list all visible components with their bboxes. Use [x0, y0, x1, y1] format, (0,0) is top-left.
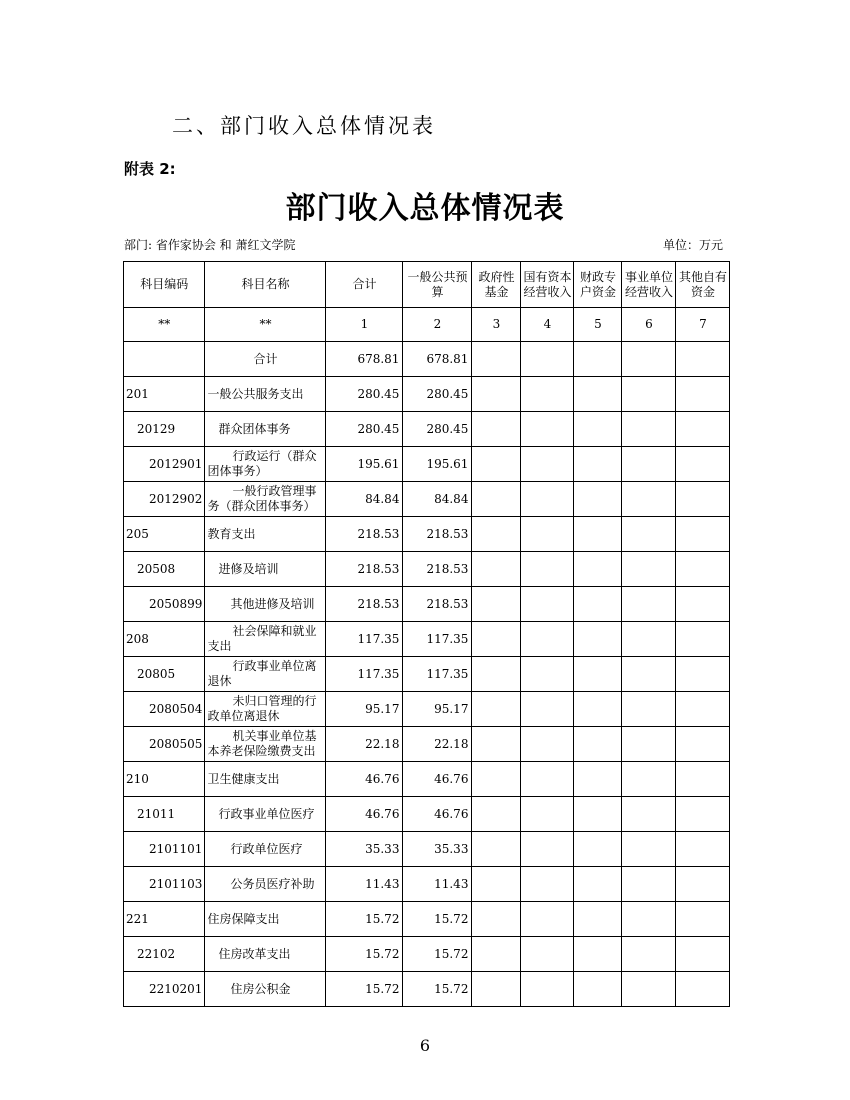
general-budget-cell: 280.45	[403, 412, 472, 447]
table-row	[124, 762, 730, 797]
name-cell: 未归口管理的行政单位离退休	[205, 692, 326, 727]
empty-cell	[521, 762, 574, 797]
code-cell: 2101101	[124, 832, 205, 867]
empty-cell	[676, 867, 730, 902]
empty-cell	[472, 937, 521, 972]
empty-cell	[676, 517, 730, 552]
empty-cell	[521, 972, 574, 1007]
empty-cell	[472, 797, 521, 832]
empty-cell	[676, 832, 730, 867]
index-cell: 6	[622, 308, 676, 342]
general-budget-cell: 195.61	[403, 447, 472, 482]
empty-cell	[622, 937, 676, 972]
table-row	[124, 797, 730, 832]
code-cell: 2012902	[124, 482, 205, 517]
empty-cell	[676, 902, 730, 937]
empty-cell	[676, 972, 730, 1007]
empty-cell	[521, 797, 574, 832]
code-cell: 20805	[124, 657, 205, 692]
code-cell	[124, 342, 205, 377]
empty-cell	[622, 867, 676, 902]
empty-cell	[676, 377, 730, 412]
general-budget-cell: 84.84	[403, 482, 472, 517]
total-row	[124, 342, 730, 377]
name-cell: 公务员医疗补助	[205, 867, 326, 902]
document-title: 部门收入总体情况表	[285, 191, 565, 226]
empty-cell	[676, 342, 730, 377]
empty-cell	[521, 657, 574, 692]
code-cell: 221	[124, 902, 205, 937]
name-cell: 住房公积金	[205, 972, 326, 1007]
table-row	[124, 937, 730, 972]
general-budget-cell: 117.35	[403, 622, 472, 657]
empty-cell	[521, 867, 574, 902]
total-cell: 117.35	[326, 622, 403, 657]
header-cell: 科目编码	[124, 262, 205, 308]
empty-cell	[472, 517, 521, 552]
empty-cell	[521, 727, 574, 762]
empty-cell	[521, 587, 574, 622]
empty-cell	[574, 692, 622, 727]
code-cell: 2050899	[124, 587, 205, 622]
total-cell: 46.76	[326, 762, 403, 797]
code-cell: 2080505	[124, 727, 205, 762]
empty-cell	[574, 587, 622, 622]
name-cell: 一般行政管理事务（群众团体事务）	[205, 482, 326, 517]
empty-cell	[472, 482, 521, 517]
general-budget-cell: 11.43	[403, 867, 472, 902]
general-budget-cell: 678.81	[403, 342, 472, 377]
total-cell: 15.72	[326, 937, 403, 972]
income-table	[123, 261, 730, 1007]
empty-cell	[521, 902, 574, 937]
empty-cell	[574, 867, 622, 902]
name-cell: 住房改革支出	[205, 937, 326, 972]
table-row	[124, 727, 730, 762]
general-budget-cell: 15.72	[403, 902, 472, 937]
empty-cell	[676, 937, 730, 972]
empty-cell	[676, 797, 730, 832]
total-cell: 280.45	[326, 377, 403, 412]
total-cell: 218.53	[326, 552, 403, 587]
name-cell: 教育支出	[205, 517, 326, 552]
header-cell: 事业单位经营收入	[622, 262, 676, 308]
empty-cell	[574, 482, 622, 517]
empty-cell	[676, 622, 730, 657]
code-cell: 205	[124, 517, 205, 552]
general-budget-cell: 218.53	[403, 587, 472, 622]
empty-cell	[472, 692, 521, 727]
total-cell: 15.72	[326, 902, 403, 937]
empty-cell	[574, 762, 622, 797]
general-budget-cell: 95.17	[403, 692, 472, 727]
empty-cell	[521, 552, 574, 587]
empty-cell	[676, 447, 730, 482]
total-cell: 35.33	[326, 832, 403, 867]
empty-cell	[574, 657, 622, 692]
empty-cell	[472, 727, 521, 762]
section-heading: 二、部门收入总体情况表	[172, 114, 436, 138]
name-cell: 行政运行（群众团体事务）	[205, 447, 326, 482]
header-cell: 其他自有资金	[676, 262, 730, 308]
total-cell: 46.76	[326, 797, 403, 832]
empty-cell	[676, 482, 730, 517]
header-cell: 合计	[326, 262, 403, 308]
code-cell: 22102	[124, 937, 205, 972]
name-cell: 社会保障和就业支出	[205, 622, 326, 657]
empty-cell	[472, 622, 521, 657]
empty-cell	[676, 552, 730, 587]
empty-cell	[622, 832, 676, 867]
index-cell: **	[124, 308, 205, 342]
empty-cell	[472, 377, 521, 412]
name-cell: 机关事业单位基本养老保险缴费支出	[205, 727, 326, 762]
total-cell: 678.81	[326, 342, 403, 377]
empty-cell	[574, 412, 622, 447]
table-row	[124, 902, 730, 937]
table-row	[124, 482, 730, 517]
name-cell: 住房保障支出	[205, 902, 326, 937]
index-cell: 5	[574, 308, 622, 342]
empty-cell	[574, 972, 622, 1007]
empty-cell	[622, 727, 676, 762]
code-cell: 20129	[124, 412, 205, 447]
table-row	[124, 587, 730, 622]
empty-cell	[676, 692, 730, 727]
unit-label: 单位：万元	[662, 238, 723, 252]
header-cell: 国有资本经营收入	[521, 262, 574, 308]
table-row	[124, 972, 730, 1007]
empty-cell	[574, 447, 622, 482]
index-cell: 3	[472, 308, 521, 342]
empty-cell	[472, 587, 521, 622]
empty-cell	[521, 622, 574, 657]
empty-cell	[574, 902, 622, 937]
empty-cell	[574, 342, 622, 377]
name-cell: 其他进修及培训	[205, 587, 326, 622]
code-cell: 20508	[124, 552, 205, 587]
index-cell: **	[205, 308, 326, 342]
total-cell: 218.53	[326, 587, 403, 622]
empty-cell	[676, 412, 730, 447]
empty-cell	[472, 972, 521, 1007]
table-row	[124, 552, 730, 587]
empty-cell	[472, 447, 521, 482]
header-cell: 财政专户资金	[574, 262, 622, 308]
empty-cell	[574, 937, 622, 972]
empty-cell	[622, 517, 676, 552]
empty-cell	[521, 377, 574, 412]
empty-cell	[622, 797, 676, 832]
table-row	[124, 517, 730, 552]
general-budget-cell: 280.45	[403, 377, 472, 412]
empty-cell	[521, 342, 574, 377]
index-cell: 7	[676, 308, 730, 342]
header-row	[124, 262, 730, 308]
empty-cell	[574, 552, 622, 587]
general-budget-cell: 46.76	[403, 762, 472, 797]
code-cell: 210	[124, 762, 205, 797]
total-cell: 95.17	[326, 692, 403, 727]
empty-cell	[622, 482, 676, 517]
table-row	[124, 692, 730, 727]
empty-cell	[676, 587, 730, 622]
code-cell: 2210201	[124, 972, 205, 1007]
empty-cell	[521, 517, 574, 552]
general-budget-cell: 35.33	[403, 832, 472, 867]
general-budget-cell: 15.72	[403, 937, 472, 972]
total-cell: 84.84	[326, 482, 403, 517]
empty-cell	[521, 447, 574, 482]
empty-cell	[622, 622, 676, 657]
name-cell: 一般公共服务支出	[205, 377, 326, 412]
code-cell: 21011	[124, 797, 205, 832]
empty-cell	[574, 377, 622, 412]
empty-cell	[622, 902, 676, 937]
name-cell: 行政单位医疗	[205, 832, 326, 867]
empty-cell	[622, 972, 676, 1007]
general-budget-cell: 22.18	[403, 727, 472, 762]
general-budget-cell: 15.72	[403, 972, 472, 1007]
table-row	[124, 832, 730, 867]
empty-cell	[622, 377, 676, 412]
empty-cell	[521, 832, 574, 867]
code-cell: 2012901	[124, 447, 205, 482]
name-cell: 进修及培训	[205, 552, 326, 587]
general-budget-cell: 218.53	[403, 552, 472, 587]
empty-cell	[574, 797, 622, 832]
name-cell: 行政事业单位医疗	[205, 797, 326, 832]
empty-cell	[521, 692, 574, 727]
name-cell: 合计	[205, 342, 326, 377]
general-budget-cell: 218.53	[403, 517, 472, 552]
table-row	[124, 622, 730, 657]
general-budget-cell: 46.76	[403, 797, 472, 832]
empty-cell	[622, 412, 676, 447]
empty-cell	[622, 552, 676, 587]
total-cell: 280.45	[326, 412, 403, 447]
empty-cell	[472, 832, 521, 867]
empty-cell	[574, 517, 622, 552]
empty-cell	[472, 342, 521, 377]
empty-cell	[472, 412, 521, 447]
header-cell: 一般公共预算	[403, 262, 472, 308]
department-label: 部门: 省作家协会 和 萧红文学院	[124, 238, 296, 252]
empty-cell	[622, 342, 676, 377]
header-cell: 政府性基金	[472, 262, 521, 308]
code-cell: 201	[124, 377, 205, 412]
header-cell: 科目名称	[205, 262, 326, 308]
empty-cell	[622, 762, 676, 797]
name-cell: 行政事业单位离退休	[205, 657, 326, 692]
table-row	[124, 447, 730, 482]
index-cell: 1	[326, 308, 403, 342]
total-cell: 11.43	[326, 867, 403, 902]
appendix-label: 附表 2:	[124, 160, 176, 178]
empty-cell	[676, 762, 730, 797]
empty-cell	[472, 657, 521, 692]
name-cell: 卫生健康支出	[205, 762, 326, 797]
page-number: 6	[419, 1036, 431, 1055]
empty-cell	[521, 937, 574, 972]
empty-cell	[622, 692, 676, 727]
total-cell: 218.53	[326, 517, 403, 552]
index-cell: 4	[521, 308, 574, 342]
total-cell: 117.35	[326, 657, 403, 692]
table-row	[124, 867, 730, 902]
empty-cell	[676, 657, 730, 692]
column-index-row	[124, 308, 730, 342]
code-cell: 208	[124, 622, 205, 657]
empty-cell	[472, 552, 521, 587]
empty-cell	[472, 902, 521, 937]
general-budget-cell: 117.35	[403, 657, 472, 692]
empty-cell	[622, 587, 676, 622]
empty-cell	[574, 622, 622, 657]
empty-cell	[574, 832, 622, 867]
empty-cell	[521, 412, 574, 447]
empty-cell	[574, 727, 622, 762]
empty-cell	[676, 727, 730, 762]
index-cell: 2	[403, 308, 472, 342]
name-cell: 群众团体事务	[205, 412, 326, 447]
total-cell: 195.61	[326, 447, 403, 482]
empty-cell	[472, 762, 521, 797]
empty-cell	[622, 657, 676, 692]
empty-cell	[622, 447, 676, 482]
table-row	[124, 377, 730, 412]
code-cell: 2080504	[124, 692, 205, 727]
empty-cell	[521, 482, 574, 517]
total-cell: 22.18	[326, 727, 403, 762]
code-cell: 2101103	[124, 867, 205, 902]
empty-cell	[472, 867, 521, 902]
table-row	[124, 412, 730, 447]
total-cell: 15.72	[326, 972, 403, 1007]
table-row	[124, 657, 730, 692]
